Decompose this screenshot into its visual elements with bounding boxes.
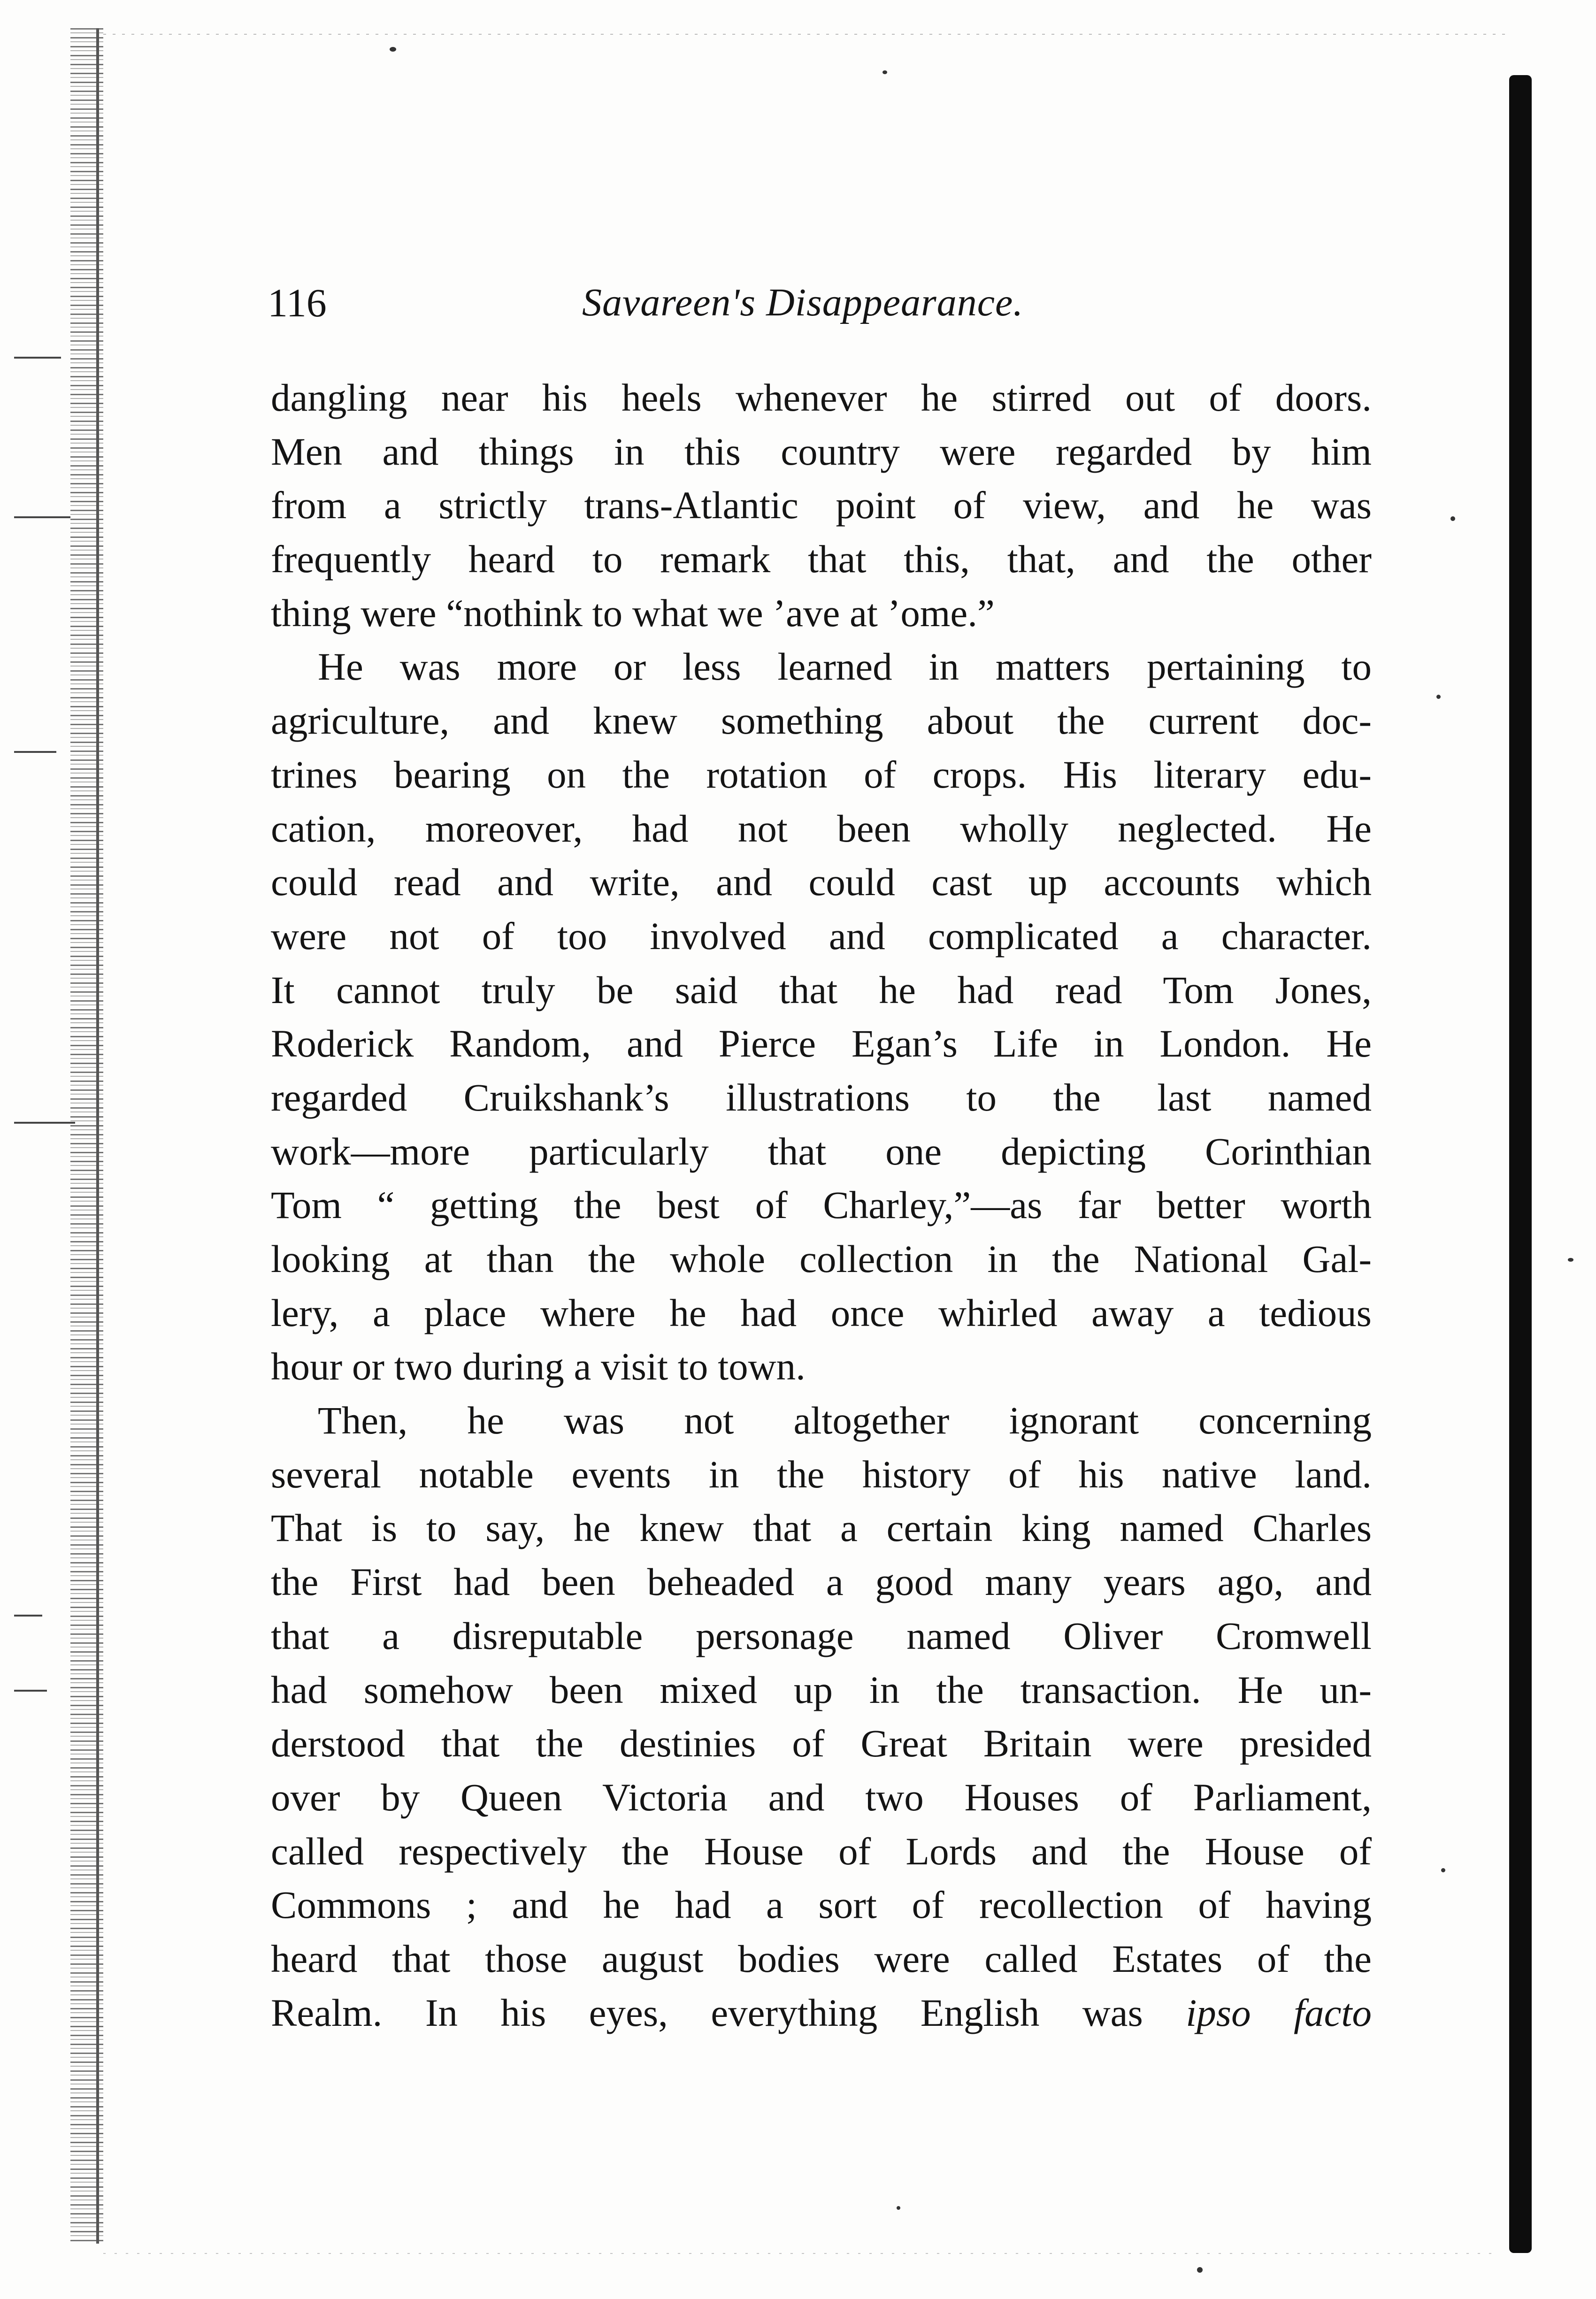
speck [897, 2206, 900, 2210]
right-edge-shadow [1509, 75, 1532, 2253]
text-line: thing were “nothink to what we ’ave at ’ome.” [271, 591, 995, 635]
page-header [268, 277, 1366, 329]
binding-tick [14, 1615, 42, 1617]
final-line-roman: Realm. In his eyes, everything English was [271, 1991, 1186, 2034]
text-line: trines bearing on the rotation of crops. His literary edu- [271, 752, 1372, 796]
running-title: Savareen's Disappearance. [582, 281, 1024, 324]
binding-tick [14, 516, 70, 518]
binding-line [96, 28, 99, 2244]
speck [1441, 1868, 1445, 1872]
final-line-italic: ipso facto [1186, 1991, 1372, 2034]
text-line: that a disreputable personage named Oliver Cromwell [271, 1614, 1372, 1657]
speck [1568, 1258, 1573, 1262]
text-line: called respectively the House of Lords and the House of [271, 1829, 1372, 1873]
text-line: derstood that the destinies of Great Britain were presided [271, 1722, 1372, 1765]
text-line: the First had been beheaded a good many years ago, and [271, 1560, 1372, 1604]
binding-tick [14, 1690, 47, 1692]
page-number: 116 [268, 280, 327, 325]
text-line: several notable events in the history of his native land. [271, 1452, 1372, 1496]
text-line: Roderick Random, and Pierce Egan’s Life in London. He [271, 1022, 1372, 1065]
speck [1450, 516, 1455, 521]
text-line: frequently heard to remark that this, that, and the other [271, 537, 1372, 581]
text-line: He was more or less learned in matters pertaining to [318, 645, 1372, 689]
text-line: dangling near his heels whenever he stirred out of doors. [271, 376, 1372, 419]
binding-tick [14, 357, 61, 359]
text-line: looking at than the whole collection in the National Gal- [271, 1237, 1372, 1280]
text-line: It cannot truly be said that he had read Tom Jones, [271, 968, 1372, 1012]
text-line: had somehow been mixed up in the transaction. He un- [271, 1668, 1372, 1711]
text-line: regarded Cruikshank’s illustrations to the last named [271, 1075, 1372, 1119]
text-line: heard that those august bodies were called Estates of the [271, 1937, 1372, 1980]
text-line: Then, he was not altogether ignorant concerning [318, 1399, 1372, 1442]
text-line: work—more particularly that one depicting Corinthian [271, 1129, 1372, 1173]
text-line: lery, a place where he had once whirled away a tedious [271, 1291, 1372, 1334]
text-line-final [271, 1986, 1372, 2040]
bottom-edge [103, 2253, 1493, 2254]
speck [390, 47, 396, 52]
text-line: That is to say, he knew that a certain king named Charles [271, 1506, 1372, 1550]
text-line: Men and things in this country were regarded by him [271, 429, 1372, 473]
binding-ticks [5, 28, 75, 2244]
binding-tick [14, 1122, 75, 1124]
text-line: over by Queen Victoria and two Houses of Parliament, [271, 1775, 1372, 1819]
speck [882, 70, 887, 74]
text-line: hour or two during a visit to town. [271, 1345, 806, 1388]
text-line: could read and write, and could cast up accounts which [271, 860, 1372, 904]
text-line: from a strictly trans-Atlantic point of view, and he was [271, 483, 1372, 527]
top-edge [103, 34, 1512, 35]
speck [1197, 2267, 1203, 2273]
text-line: were not of too involved and complicated a character. [271, 914, 1372, 958]
body-text [271, 371, 1372, 2061]
text-line: Commons ; and he had a sort of recollection of having [271, 1883, 1372, 1927]
text-line: agriculture, and knew something about the current doc- [271, 699, 1372, 743]
text-line: Tom “ getting the best of Charley,”—as far better worth [271, 1183, 1372, 1227]
speck [1436, 695, 1441, 699]
binding-tick [14, 751, 56, 753]
text-line: cation, moreover, had not been wholly neglected. He [271, 806, 1372, 850]
